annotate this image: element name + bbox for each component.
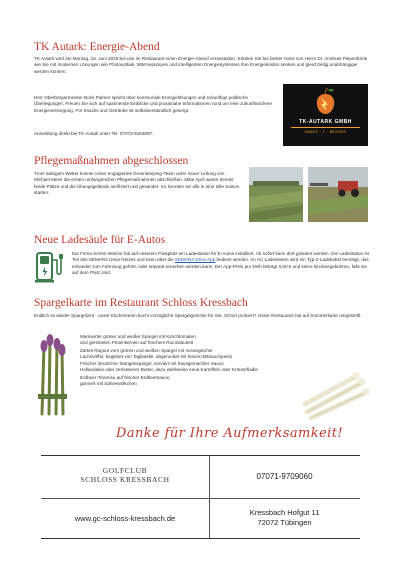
menu-item-line: Frischer deutscher Stangenspargel, serviert mit hausgemachter Sauce	[80, 361, 224, 367]
club-name-line: SCHLOSS KRESSBACH	[80, 475, 170, 484]
tractor-photo	[308, 167, 368, 222]
ladesaeule-text-part1: Die Firma Schön-Wärme hat auf unserem Parkplatz ein Ladestation für E-Autos installiert. Ab sofort kann dort geladen werden. Die Ladestation ist Teil des SEMARA Drive Netzes und kann über die	[72, 251, 369, 263]
menu-item-line: Zartes Ragout vom grünen und weißen Spargel mit norwegischer	[80, 347, 213, 353]
pflege-section-title: Pflegemaßnahmen abgeschlossen	[34, 155, 189, 167]
menu-item	[80, 348, 302, 360]
green-asparagus-illustration	[32, 334, 72, 416]
menu-item-line: Lachsvöffel, begleitet von Tagliatelle, abgerundet mit feinem Bärlauchpesto	[80, 353, 233, 359]
tk-autark-logo	[283, 84, 368, 146]
autark-intro-text: TK Autark wird am Montag, 15. Juni 2026 bei uns im Restaurant einen Energie-Abend veranstalten. Erleben Sie bei bester Hans von Herrn Dr. Andreas Piepenbrink wie Sie mit modernen Lösungen wie Photovoltaik, Wärmepumpen und intelligenten Energiesystemen Ihre Energiekosten senken und gleichzeitig unabhängiger werden können.	[34, 56, 367, 74]
ladesaeule-body-text	[72, 251, 372, 276]
contact-box	[41, 455, 360, 539]
contact-divider-horizontal	[41, 498, 360, 499]
semara-drive-app-link[interactable]: SEMARA Drive App	[174, 257, 216, 263]
spargel-section-title: Spargelkarte im Restaurant Schloss Kressbach	[34, 297, 248, 309]
menu-item-line: garniert mit Sahnewölkchen	[80, 381, 137, 387]
club-name-line: GOLFCLUB	[102, 466, 148, 475]
logo-divider	[291, 127, 360, 128]
logo-slogan: IMMER · T · BESSER	[304, 130, 347, 134]
pflege-body-text: Trotz widrigem Wetter konnte unser engagiertes Greenkeeping-Team unter neuer Leitung von Michael Meier die ersten umfangreichen Pflegemaßnahmen abschließen. Mitte April waren bereits beide Plätze und die Übungsgelände aerifiziert und gesandet. So konnten wir alle in eine tolle Saison starten.	[34, 171, 240, 195]
address-line: Kressbach Hofgut 11	[249, 508, 320, 517]
menu-item	[80, 334, 302, 346]
club-phone: 07071-9709060	[256, 472, 313, 481]
autark-body-text: Herr Oberbürgermeister Boris Palmer spricht über kommunale Energielösungen und zukunftige politische Überlegungen. Freuen Sie sich auf spannende Einblicke und praxisnahe Informationen rund um eine zukunftssichere Energieversorgung. Für Snacks und Getränke ist selbstverständlich gesorgt.	[34, 95, 273, 113]
menu-item	[80, 375, 302, 387]
address-line: 72072 Tübingen	[257, 518, 312, 527]
club-address	[209, 508, 360, 528]
ev-charging-station-icon	[34, 250, 64, 284]
menu-item-line: Erdbeer-Tiramisu auf frischer Erdbeersauce,	[80, 375, 171, 381]
closing-signature: Danke für Ihre Aufmerksamkeit!	[116, 426, 343, 441]
logo-company-name: TK-AUTARK GMBH	[299, 119, 352, 125]
spargel-intro-text: Endlich ist wieder Spargelzeit - unser Küchenteam kocht vorzügliche Spargelgerichte für Sie. Schon probiert? Unser Restaurant hat auf Sommerkarte umgestellt.	[34, 313, 362, 318]
menu-item-line: Marinierter grüner und weißer Spargel mit Kirschtomaten	[80, 334, 196, 339]
autark-section-title: TK Autark: Energie-Abend	[34, 41, 160, 53]
greenkeeping-field-photo	[249, 167, 303, 222]
white-asparagus-illustration	[303, 368, 371, 420]
autark-registration-text: Anmeldung direkt bei TK Autark unter Tel. 07073-9153697.	[34, 131, 154, 136]
menu-item-line: Hollandaise oder zerlassener Butter, dazu wahlweise neue Kartoffeln oder Kräuterfladle	[80, 367, 258, 373]
menu-item	[80, 361, 302, 373]
tk-autark-logo-icon	[283, 84, 368, 146]
ladesaeule-section-title: Neue Ladesäule für E-Autos	[34, 234, 166, 246]
club-name	[41, 466, 209, 484]
spargel-menu	[80, 334, 302, 389]
menu-item-line: und gerösteten Pinienkernen auf frischem Rucolabukett	[80, 340, 194, 346]
ladesaeule-text-part2: bedient werden. An AC-Ladesäulen wird ein Typ-2-Ladekabel benötigt, das entweder zum Fahrzeug gehört, oder separat erworben werden kann. Der App-Preis pro kWh beträgt 0,50 € und keine blockiergebühren, falls sie auf dem Platz sind.	[72, 257, 369, 275]
club-website: www.gc-schloss-kressbach.de	[74, 514, 176, 523]
